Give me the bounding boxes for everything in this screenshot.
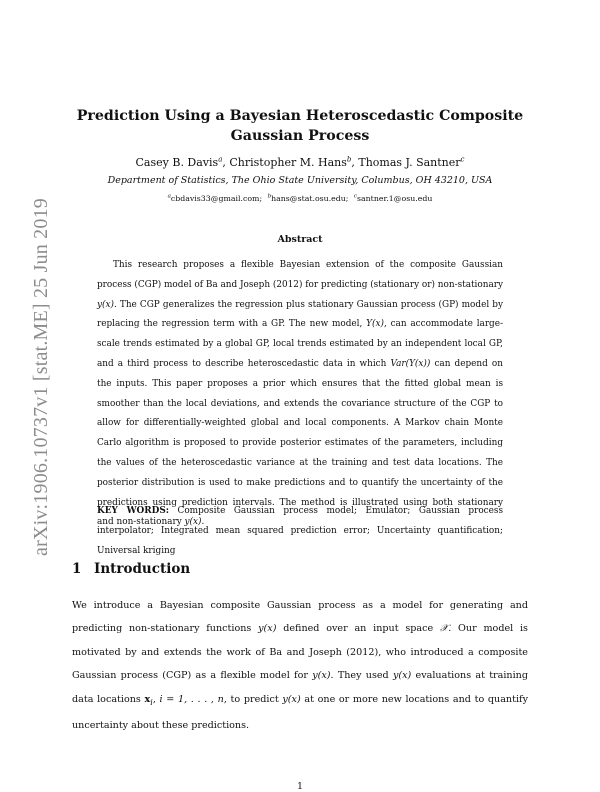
- keywords-list: Composite Gaussian process model; Emulator; Gaussian process interpolator; Integrated mean squared prediction error; Uncertainty quantification; Universal kriging: [97, 506, 504, 556]
- abstract-text: This research proposes a flexible Bayesian extension of the composite Gaussian process (CGP) model of Ba and Joseph (2012) for predicting (stationary or) non-stationary y(x). The CGP generalizes the regression plus stationary Gaussian process (GP) model by replacing the regression term with a GP. The new model, Y(x), can accommodate large-scale trends estimated by a global GP, local trends estimated by an independent local GP, and a third process to describe heteroscedastic data in which Var(Y(x)) can depend on the inputs. This paper proposes a prior which ensures that the fitted global mean is smoother than the local deviations, and extends the covariance structure of the CGP to allow for differentially-weighted global and local components. A Markov chain Monte Carlo algorithm is proposed to provide posterior estimates of the parameters, including the values of the heteroscedastic variance at the training and test data locations. The posterior distribution is used to make predictions and to quantify the uncertainty of the predictions using prediction intervals. The method is illustrated using both stationary and non-stationary y(x).: [97, 260, 503, 528]
- email-entry: $^c$santner.1@osu.edu: [353, 193, 433, 203]
- section-heading: [72, 561, 190, 577]
- keywords: [97, 502, 503, 561]
- author-list: [60, 155, 540, 169]
- email-entry: $^b$hans@stat.osu.edu;: [267, 193, 349, 203]
- section-number: 1: [72, 561, 82, 577]
- author: Christopher M. Hans$^b$,: [229, 155, 359, 169]
- introduction-paragraph: We introduce a Bayesian composite Gaussian process as a model for generating and predicting non-stationary functions y(x) defined over an input space 𝒳. Our model is motivated by and extends the work of Ba and Joseph (2012), who introduced a composite Gaussian process (CGP) as a flexible model for y(x). They used y(x) evaluations at training data locations $x_i$, i = 1, . . . , n, to predict y(x) at one or more new locations and to quantify uncertainty about these predictions.: [72, 600, 528, 731]
- paper-title: Prediction Using a Bayesian Heteroscedastic Composite Gaussian Process: [76, 108, 524, 144]
- abstract-heading: Abstract: [277, 234, 323, 245]
- page-number: 1: [296, 781, 304, 792]
- arxiv-identifier-stamp: arXiv:1906.10737v1 [stat.ME] 25 Jun 2019: [30, 198, 52, 556]
- author: Thomas J. Santner$^c$: [358, 155, 465, 169]
- author: Casey B. Davis$^a$,: [135, 155, 230, 169]
- author-emails: [60, 193, 540, 203]
- keywords-label: KEY WORDS:: [97, 506, 170, 516]
- author-affiliation: Department of Statistics, The Ohio State University, Columbus, OH 43210, USA: [107, 175, 493, 186]
- section-title: Introduction: [94, 561, 191, 577]
- email-entry: $^a$cbdavis33@gmail.com;: [167, 193, 263, 203]
